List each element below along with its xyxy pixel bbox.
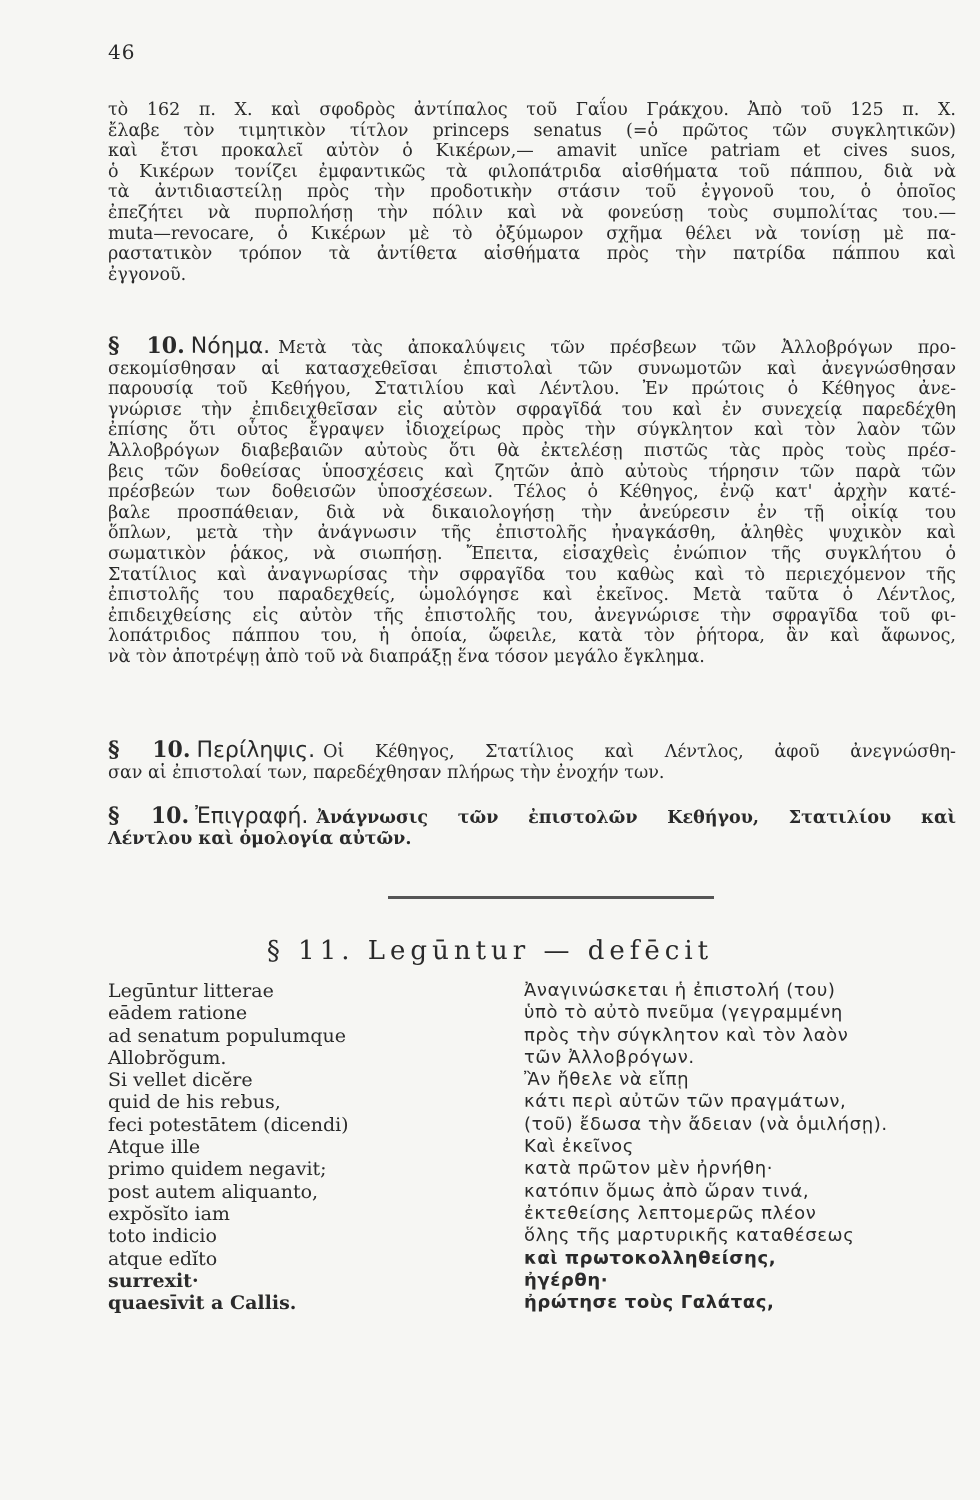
latin-line: quid de his rebus, [108, 1091, 281, 1114]
text-line [108, 829, 956, 850]
section-noima [108, 333, 956, 668]
latin-line: Legūntur litterae [108, 980, 274, 1002]
text-line: σωματικὸν ῥάκος, νὰ σιωπήσῃ. Ἔπειτα, εἰσαχθεὶς ἐνώπιον τῆς συγκλήτου ὁ [108, 543, 956, 564]
text-line: ἐπίσης ὅτι οὗτος ἔγραψεν ἰδιοχείρως πρὸς τὴν σύγκλητον καὶ τὸν λαὸν τῶν [108, 420, 956, 441]
greek-line: κατὰ πρῶτον μὲν ἠρνήθη· [524, 1158, 774, 1180]
text-line: πρέσβεών των δοθεισῶν ὑποσχέσεων. Τέλος ὁ Κέθηγος, ἐνῷ κατ' ἀρχὴν κατέ- [108, 482, 956, 503]
greek-line: τῶν Ἀλλοβρόγων. [524, 1046, 695, 1068]
latin-line: atque edĭto [108, 1247, 218, 1270]
text-line: ἐπιδειχθείσης εἰς αὐτὸν τῆς ἐπιστολῆς του, ἀνεγνώρισε τὴν σφραγῖδα τοῦ φι- [108, 605, 956, 626]
latin-line: primo quidem negavit; [108, 1158, 327, 1181]
text-line [108, 737, 956, 763]
section-perilipsis [108, 737, 956, 783]
text-line: λοπάτριδος πάππου του, ἡ ὁποία, ὤφειλε, κατὰ τὸν ῥήτορα, ἂν καὶ ἄφωνος, [108, 626, 956, 647]
greek-column [524, 980, 888, 1314]
text-line [108, 333, 956, 359]
text-line: σαν αἱ ἐπιστολαί των, παρεδέχθησαν πλήρως τὴν ἐνοχήν των. [108, 762, 665, 783]
text-line: muta—revocare, ὁ Κικέρων μὲ τὸ ὀξύμωρον σχῆμα θέλει νὰ τονίσῃ μὲ πα- [108, 223, 956, 244]
latin-line: ad senatum populumque [108, 1024, 346, 1047]
latin-line: toto indicio [108, 1225, 217, 1248]
section-heading: Ἐπιγραφή. [195, 804, 309, 829]
section-heading: Νόημα. [190, 334, 271, 359]
text-line: γνώρισε τὴν ἐπιδειχθεῖσαν εἰς αὐτὸν σφραγῖδά του καὶ ἐν συνεχείᾳ παρεδέχθη [108, 399, 956, 420]
section-mark: § 10. [108, 803, 190, 829]
section-heading: Περίληψις. [196, 738, 316, 763]
latin-line: quaesīvit a Callis. [108, 1292, 297, 1315]
greek-line: ἠγέρθη· [524, 1269, 609, 1291]
latin-line: Si vellet dicĕre [108, 1069, 253, 1092]
greek-line: ὅλης τῆς μαρτυρικῆς καταθέσεως [524, 1225, 855, 1247]
text-line: ἐπεζήτει νὰ πυρπολήσῃ τὴν πόλιν καὶ νὰ φονεύσῃ τοὺς συμπολίτας του.— [108, 202, 956, 223]
text-line: νὰ τὸν ἀποτρέψῃ ἀπὸ τοῦ νὰ διαπράξῃ ἕνα τόσον μεγάλο ἔγκλημα. [108, 646, 705, 667]
line-text: Οἱ Κέθηγος, Στατίλιος καὶ Λέντλος, ἀφοῦ ἀνεγνώσθη- [323, 742, 956, 762]
latin-line: surrexit· [108, 1269, 199, 1292]
greek-line: πρὸς τὴν σύγκλητον καὶ τὸν λαὸν [524, 1024, 849, 1046]
latin-line: Atque ille [108, 1136, 201, 1159]
greek-line: ὑπὸ τὸ αὐτὸ πνεῦμα (γεγραμμένη [524, 1002, 843, 1024]
text-line: ἐπιστολῆς του παραδεχθείς, ὡμολόγησε καὶ ἐκεῖνος. Μετὰ ταῦτα ὁ Λέντλος, [108, 585, 956, 606]
greek-line: ἠρώτησε τοὺς Γαλάτας, [524, 1292, 775, 1314]
text-line: καὶ ἔτσι προκαλεῖ αὐτὸν ὁ Κικέρων,— amavit unĭce patriam et cives suos, [108, 141, 956, 162]
text-line: βεις τῶν δοθείσας ὑποσχέσεις καὶ ζητῶν ἀπὸ αὐτοὺς τήρησιν τῶν παρὰ τῶν [108, 461, 956, 482]
page-number: 46 [108, 40, 136, 64]
latin-line: feci potestātem (dicendi) [108, 1113, 349, 1136]
line-text: Μετὰ τὰς ἀποκαλύψεις τῶν πρέσβεων τῶν Ἀλλοβρόγων προ- [278, 338, 956, 358]
text-line: παρουσίᾳ τοῦ Κεθήγου, Στατιλίου καὶ Λέντλου. Ἐν πρώτοις ὁ Κέθηγος ἀνε- [108, 379, 956, 400]
text-line: ἐγγονοῦ. [108, 264, 187, 285]
text-line: σεκομίσθησαν αἱ κατασχεθεῖσαι ἐπιστολαὶ τῶν συνωμοτῶν καὶ ἀνεγνώσθησαν [108, 358, 956, 379]
text-line: ἔλαβε τὸν τιμητικὸν τίτλον princeps senatus (=ὁ πρῶτος τῶν συγκλητικῶν) [108, 120, 956, 141]
greek-line: κάτι περὶ αὐτῶν τῶν πραγμάτων, [524, 1091, 847, 1113]
greek-line: (τοῦ) ἔδωσα τὴν ἄδειαν (νὰ ὁμιλήσῃ). [524, 1113, 888, 1135]
text-line: ραστατικὸν τρόπον τὰ ἀντίθετα αἰσθήματα πρὸς τὴν πατρίδα πάππου καὶ [108, 244, 956, 265]
text-line: τὰ ἀντιδιαστείλῃ πρὸς τὴν προδοτικὴν στάσιν τοῦ ἐγγονοῦ του, ὁ ὁποῖος [108, 182, 956, 203]
greek-line: κατόπιν ὅμως ἀπὸ ὥραν τινά, [524, 1180, 810, 1202]
text-line: Ἀλλοβρόγων διαβεβαιῶν αὐτοὺς ὅτι θὰ ἐκτελέσῃ πιστῶς τὰς πρὸς τοὺς πρέσ- [108, 440, 956, 461]
section-11-title: § 11. Legūntur — defēcit [266, 936, 714, 966]
text-line: ὅπλων, μετὰ τὴν ἀνάγνωσιν τῆς ἐπιστολῆς ἠναγκάσθη, ἀληθὲς ψυχικὸν καὶ [108, 523, 956, 544]
greek-line: Ἂν ἤθελε νὰ εἴπῃ [524, 1069, 690, 1091]
latin-line: expŏsĭto iam [108, 1202, 230, 1225]
greek-line: Καὶ ἐκεῖνος [524, 1136, 634, 1158]
text-line: τὸ 162 π. Χ. καὶ σφοδρὸς ἀντίπαλος τοῦ Γαΐου Γράκχου. Ἀπὸ τοῦ 125 π. Χ. [108, 100, 956, 120]
latin-column [108, 980, 349, 1314]
intro-paragraph [108, 100, 956, 285]
latin-line: Allobrŏgum. [108, 1046, 227, 1069]
section-mark: § 10. [108, 737, 191, 763]
latin-line: eādem ratione [108, 1002, 248, 1025]
section-mark: § 10. [108, 333, 185, 359]
line-text: Ἀνάγνωσις τῶν ἐπιστολῶν Κεθήγου, Στατιλίου καὶ [316, 808, 956, 828]
line-text: Λέντλου καὶ ὁμολογία αὐτῶν. [108, 828, 412, 849]
latin-line: post autem aliquanto, [108, 1180, 319, 1203]
section-divider [388, 896, 714, 899]
text-line: βαλε προσπάθειαν, διὰ νὰ δικαιολογήσῃ τὴν ἀνεύρεσιν ἐν τῇ οἰκίᾳ του [108, 502, 956, 523]
greek-line: Ἀναγινώσκεται ἡ ἐπιστολή (του) [524, 980, 836, 1001]
section-epigraphi [108, 803, 956, 849]
text-line [108, 803, 956, 829]
greek-line: ἐκτεθείσης λεπτομερῶς πλέον [524, 1202, 817, 1224]
greek-line: καὶ πρωτοκολληθείσης, [524, 1247, 777, 1269]
text-line: ὁ Κικέρων τονίζει ἐμφαντικῶς τὰ φιλοπάτριδα αἰσθήματα τοῦ πάππου, διὰ νὰ [108, 161, 956, 182]
text-line: Στατίλιος καὶ ἀναγνωρίσας τὴν σφραγῖδα του καθὼς καὶ τὸ περιεχόμενον τῆς [108, 564, 956, 585]
